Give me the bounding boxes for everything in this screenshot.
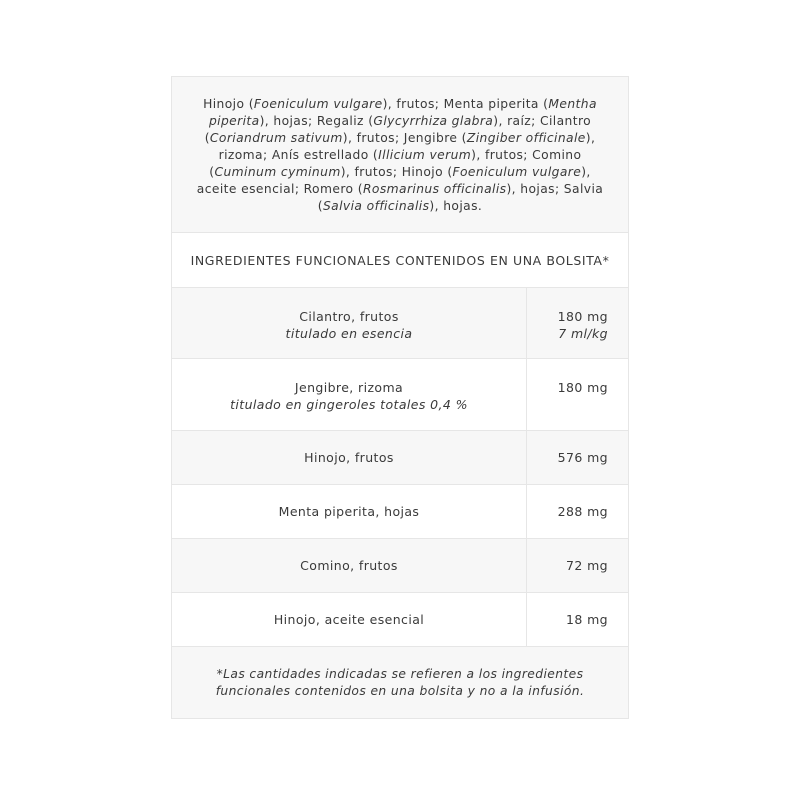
table-row [172, 288, 628, 359]
composition-text-segment: ), rizoma; Anís estrellado ( [218, 131, 596, 162]
composition-latin-name: Zingiber officinale [466, 131, 586, 145]
ingredient-detail: titulado en esencia [285, 326, 413, 341]
composition-text-segment: ), raíz; Cilantro ( [204, 114, 592, 145]
ingredient-amount: 288 mg [557, 504, 608, 519]
composition-latin-name: Glycyrrhiza glabra [373, 114, 494, 128]
ingredient-amount-cell [527, 359, 628, 430]
table-row [172, 593, 628, 647]
composition-latin-name: Foeniculum vulgare [253, 97, 383, 111]
composition-latin-name: Rosmarinus officinalis [362, 182, 507, 196]
table-header-title: INGREDIENTES FUNCIONALES CONTENIDOS EN UNA BOLSITA* [190, 252, 610, 268]
ingredient-amount-cell [527, 431, 628, 484]
composition-latin-name: Salvia officinalis [322, 199, 430, 213]
composition-latin-name: Coriandrum sativum [209, 131, 343, 145]
ingredient-name-cell [172, 485, 527, 538]
ingredient-amount-cell [527, 539, 628, 592]
ingredient-name-cell [172, 359, 527, 430]
composition-text-segment: ), frutos; Jengibre ( [342, 131, 467, 145]
composition-latin-name: Foeniculum vulgare [452, 165, 582, 179]
composition-text [172, 77, 628, 233]
composition-text-segment: ), hojas. [429, 199, 483, 213]
composition-latin-name: Mentha piperita [208, 97, 597, 128]
composition-latin-name: Cuminum cyminum [214, 165, 341, 179]
ingredient-amount: 180 mg [557, 309, 608, 324]
footnote-line-1: *Las cantidades indicadas se refieren a los ingredientes [216, 667, 584, 681]
ingredient-name: Cilantro, frutos [299, 309, 399, 324]
table-header [172, 233, 628, 288]
ingredient-amount: 576 mg [557, 450, 608, 465]
ingredient-name: Hinojo, aceite esencial [273, 612, 425, 627]
table-row [172, 485, 628, 539]
ingredient-amount-cell [527, 485, 628, 538]
ingredient-name-cell [172, 288, 527, 358]
composition-text-segment: ), hojas; Regaliz ( [259, 114, 374, 128]
composition-text-segment: ), frutos; Comino ( [209, 148, 582, 179]
composition-text-segment: ), frutos; Hinojo ( [340, 165, 453, 179]
composition-text-segment: ), frutos; Menta piperita ( [382, 97, 549, 111]
table-row [172, 539, 628, 593]
composition-text-segment: Hinojo ( [203, 97, 254, 111]
footnote [172, 647, 628, 718]
ingredient-amount-cell [527, 593, 628, 646]
ingredient-amount: 180 mg [557, 380, 608, 395]
ingredient-name-cell [172, 539, 527, 592]
ingredient-amount: 18 mg [566, 612, 608, 627]
ingredient-name: Menta piperita, hojas [278, 504, 420, 519]
composition-text-segment: ), aceite esencial; Romero ( [196, 165, 591, 196]
ingredient-name: Hinojo, frutos [304, 450, 394, 465]
ingredient-amount-detail: 7 ml/kg [558, 326, 608, 341]
composition-latin-name: Illicium verum [378, 148, 472, 162]
ingredient-name: Jengibre, rizoma [294, 380, 404, 395]
table-row [172, 359, 628, 431]
ingredient-detail: titulado en gingeroles totales 0,4 % [230, 397, 468, 412]
ingredient-amount: 72 mg [566, 558, 608, 573]
footnote-line-2: funcionales contenidos en una bolsita y no a la infusión. [215, 684, 585, 698]
ingredients-table [171, 76, 629, 719]
ingredient-name: Comino, frutos [300, 558, 398, 573]
composition-text-segment: ), hojas; Salvia ( [317, 182, 604, 213]
ingredient-name-cell [172, 593, 527, 646]
ingredient-amount-cell [527, 288, 628, 358]
ingredient-name-cell [172, 431, 527, 484]
table-row [172, 431, 628, 485]
